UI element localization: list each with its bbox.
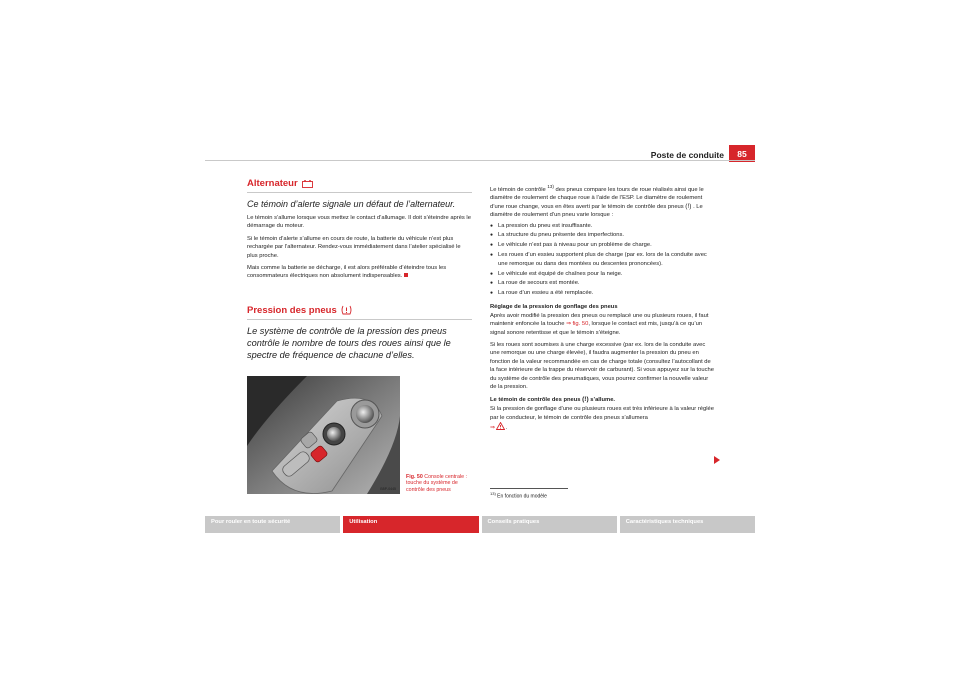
tire-pressure-icon	[341, 305, 352, 315]
footnote-number: 13)	[490, 491, 496, 496]
list-item: ● Les roues d’un essieu supportent plus de charge (par ex. lors de la conduite avec une remorque ou dans des montées ou descentes prononcées).	[490, 251, 715, 268]
figure-console-photo	[247, 376, 400, 494]
footer-tab-practical-tips[interactable]: Conseils pratiques	[482, 516, 617, 533]
right-intro	[490, 183, 715, 220]
list-item: ● La roue d’un essieu a été remplacée.	[490, 289, 715, 297]
right-p3-text: Si la pression de gonflage d’une ou plusieurs roues est très inférieure à la valeur réglée par le conducteur, le témoin de contrôle des pneus s’allumera	[490, 406, 714, 421]
list-item: ● Le véhicule est équipé de chaînes pour la neige.	[490, 270, 715, 278]
section-end-marker	[404, 273, 408, 277]
bullet-list	[490, 222, 715, 298]
page-header-title: Poste de conduite	[650, 150, 724, 160]
figure-link[interactable]: ⇒ fig. 50	[566, 321, 589, 328]
right-column	[490, 183, 715, 433]
footer-tab-technical-specs[interactable]: Caractéristiques techniques	[620, 516, 755, 533]
list-item: ● La pression du pneu est insuffisante.	[490, 222, 715, 230]
figure-caption	[406, 474, 474, 493]
tire-pressure-icon: (!)	[582, 396, 589, 404]
list-item: ● Le véhicule n’est pas à niveau pour un problème de charge.	[490, 241, 715, 249]
subheading-adjust-pressure: Réglage de la pression de gonflage des pneus	[490, 303, 618, 310]
right-p1-a: Après avoir modifié la pression des pneus ou remplacé une ou plusieurs roues, il faut maintenir enfoncée la touche	[490, 312, 709, 328]
alternator-p3	[247, 264, 472, 281]
section-title-pressure	[247, 305, 472, 320]
warning-arrow: ⇒	[490, 425, 497, 432]
list-item: ● La structure du pneu présente des imperfections.	[490, 231, 715, 239]
figure-code: B5P-0445	[380, 487, 396, 491]
footnote	[490, 491, 547, 500]
footer-tab-usage[interactable]: Utilisation	[343, 516, 478, 533]
figure-caption-label: Fig. 50	[406, 474, 423, 480]
right-intro-b: des pneus compare les tours de roue réalisés ainsi que le diamètre de roulement de chaque roue à l’aide de l’ESP. Le diamètre de roulement d’une roue change, vous en êtes averti par le témoin de contrôle des pneus	[490, 186, 704, 210]
list-item: ● La roue de secours est montée.	[490, 279, 715, 287]
footer-nav	[205, 516, 755, 533]
warning-link[interactable]	[490, 425, 505, 431]
page-number: 85	[729, 145, 755, 162]
right-p2: Si les roues sont soumises à une charge excessive (par ex. lors de la conduite avec une remorque ou une charge élevée), il faudra augmenter la pression du pneu en fonction de la valeur recommandée en cas de charge totale (consultez l’autocollant de la face intérieure de la trappe du réservoir de carburant). Si vous appuyez sur la touche du système de contrôle des pneumatiques, vous pourrez confirmer la nouvelle valeur de la pression.	[490, 342, 714, 391]
alternator-p2: Si le témoin d’alerte s’allume en cours de route, la batterie du véhicule n’est plus rechargée par l’alternateur. Rendez-vous immédiatement dans l’atelier spécialisé le plus proche.	[247, 235, 461, 259]
header-rule	[205, 160, 755, 161]
footnote-rule	[490, 488, 568, 489]
subheading-warning-a: Le témoin de contrôle des pneus	[490, 397, 583, 404]
pressure-lead: Le système de contrôle de la pression des pneus contrôle le nombre de tours des roues ainsi que le spectre de fréquence de chacune d’elles.	[247, 325, 451, 360]
footnote-ref: 13)	[547, 184, 554, 189]
warning-triangle-icon	[496, 422, 505, 430]
footnote-text: En fonction du modèle	[497, 493, 547, 500]
next-page-arrow	[714, 456, 720, 464]
right-intro-c: . Le diamètre de roulement d’un pneu varie lorsque :	[490, 203, 703, 219]
subheading-warning-light	[490, 396, 715, 404]
alternator-p3-text: Mais comme la batterie se décharge, il est alors préférable d’éteindre tous les consommateurs électriques non absolument indispensables.	[247, 265, 447, 280]
section-title-alternator	[247, 178, 472, 193]
right-intro-a: Le témoin de contrôle	[490, 186, 546, 193]
right-p1-b: , lorsque le contact est mis, jusqu’à ce qu’un signal sonore retentisse et que le témoin s’éteigne.	[490, 321, 703, 336]
left-column	[247, 178, 472, 361]
right-p3: Si la pression de gonflage d’une ou plusieurs roues est très inférieure à la valeur réglée par le conducteur, le témoin de contrôle des pneus s’allumera ⇒ .	[490, 406, 714, 432]
footer-tab-safety[interactable]: Pour rouler en toute sécurité	[205, 516, 340, 533]
right-p1	[490, 312, 715, 337]
console-illustration	[247, 376, 400, 494]
section-title-pressure-text: Pression des pneus	[247, 304, 337, 316]
tire-pressure-icon: (!)	[685, 202, 692, 210]
subheading-warning-b: s’allume.	[588, 397, 616, 404]
figure-caption-text: Console centrale : touche du système de contrôle des pneus	[406, 474, 467, 493]
alternator-lead: Ce témoin d’alerte signale un défaut de l’alternateur.	[247, 199, 456, 209]
section-title-alternator-text: Alternateur	[247, 178, 298, 189]
alternator-p1: Le témoin s’allume lorsque vous mettez le contact d’allumage. Il doit s’éteindre après le démarrage du moteur.	[247, 215, 471, 230]
battery-icon	[302, 180, 313, 188]
